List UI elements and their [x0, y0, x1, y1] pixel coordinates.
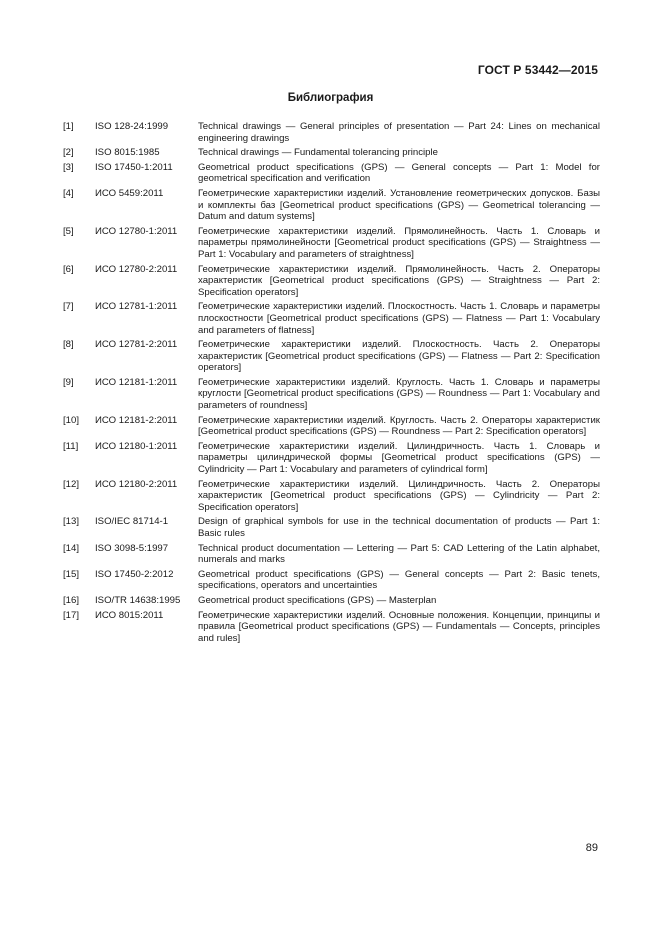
entry-title: Technical product documentation — Lettering — Part 5: CAD Lettering of the Latin alphabet, numerals and marks [198, 542, 600, 566]
entry-title: Геометрические характеристики изделий. Прямолинейность. Часть 2. Операторы характеристик [Geometrical product specifications (GPS) — Straightness — Part 2: Specification operators] [198, 263, 600, 298]
entry-title: Геометрические характеристики изделий. Цилиндричность. Часть 2. Операторы характеристик [Geometrical product specifications (GPS) — Cylindricity — Part 2: Specification operators] [198, 478, 600, 513]
entry-number: [15] [63, 568, 80, 580]
bibliography-entry [63, 415, 600, 438]
entry-reference: ISO 128-24:1999 [95, 121, 169, 132]
entry-title: Design of graphical symbols for use in the technical documentation of products — Part 1: Basic rules [198, 516, 600, 539]
entry-number: [17] [63, 609, 80, 621]
entry-number: [3] [63, 161, 74, 173]
entry-reference: ИСО 12181-2:2011 [95, 414, 178, 426]
bibliography-list [63, 121, 600, 647]
entry-reference: ИСО 12781-2:2011 [95, 339, 178, 351]
entry-title: Geometrical product specifications (GPS) — General concepts — Part 2: Basic tenets, specifications, operators and uncertainties [198, 568, 600, 592]
entry-number: [13] [63, 516, 80, 528]
bibliography-entry [63, 610, 600, 645]
entry-reference: ISO 17450-2:2012 [95, 568, 174, 580]
bibliography-entry [63, 569, 600, 592]
entry-number: [6] [63, 263, 74, 275]
entry-number: [16] [63, 594, 80, 606]
entry-reference: ИСО 5459:2011 [95, 187, 164, 199]
bibliography-entry [63, 121, 600, 144]
entry-reference: ISO/IEC 81714-1 [95, 516, 169, 528]
entry-title: Геометрические характеристики изделий. Круглость. Часть 1. Словарь и параметры круглости [Geometrical product specifications (GPS) — Roundness — Part 1: Vocabulary and parameters of roundness] [198, 376, 600, 412]
bibliography-entry [63, 377, 600, 412]
bibliography-entry [63, 226, 600, 261]
bibliography-entry [63, 188, 600, 223]
entry-title: Technical drawings — General principles of presentation — Part 24: Lines on mechanical engineering drawings [198, 121, 600, 144]
bibliography-entry [63, 162, 600, 185]
bibliography-entry [63, 441, 600, 476]
bibliography-entry [63, 301, 600, 336]
entry-title: Геометрические характеристики изделий. Круглость. Часть 2. Операторы характеристик [Geometrical product specifications (GPS) — Roundness — Part 2: Specification operators] [198, 414, 600, 438]
entry-reference: ИСО 12781-1:2011 [95, 301, 178, 313]
entry-title: Геометрические характеристики изделий. Установление геометрических допусков. Базы и комплекты баз [Geometrical product specifications (GPS) — Geometrical tolerancing — Datum and datum systems] [198, 187, 600, 223]
document-standard-number: ГОСТ Р 53442—2015 [477, 63, 598, 77]
entry-reference: ISO 17450-1:2011 [95, 161, 173, 173]
entry-title: Geometrical product specifications (GPS) — Masterplan [198, 594, 437, 606]
entry-reference: ИСО 8015:2011 [95, 609, 164, 621]
entry-number: [10] [63, 414, 80, 426]
entry-number: [11] [63, 440, 79, 452]
entry-number: [8] [63, 339, 74, 351]
entry-reference: ИСО 12180-1:2011 [95, 440, 178, 452]
page-title: Библиография [287, 92, 374, 104]
entry-number: [4] [63, 187, 74, 199]
entry-title: Геометрические характеристики изделий. Плоскостность. Часть 2. Операторы характеристик [Geometrical product specifications (GPS) — Flatness — Part 2: Specification operators] [198, 339, 600, 374]
bibliography-entry [63, 479, 600, 514]
entry-number: [14] [63, 542, 80, 554]
entry-reference: ИСО 12780-1:2011 [95, 225, 178, 237]
entry-title: Геометрические характеристики изделий. Плоскостность. Часть 1. Словарь и параметры плоскостности [Geometrical product specifications (GPS) — Flatness — Part 1: Vocabulary and parameters of flatness] [198, 301, 600, 336]
bibliography-entry [63, 264, 600, 299]
entry-number: [5] [63, 225, 74, 237]
bibliography-entry [63, 543, 600, 566]
entry-reference: ИСО 12180-2:2011 [95, 478, 178, 490]
entry-reference: ISO/TR 14638:1995 [95, 594, 181, 606]
entry-title: Technical drawings — Fundamental tolerancing principle [198, 147, 438, 159]
entry-title: Геометрические характеристики изделий. Цилиндричность. Часть 1. Словарь и параметры цилиндрической формы [Geometrical product specifications (GPS) — Cylindricity — Part 1: Vocabulary and parameters of cylindrical form] [198, 440, 600, 476]
entry-title: Geometrical product specifications (GPS) — General concepts — Part 1: Model for geometrical specification and verification [198, 161, 600, 185]
entry-number: [7] [63, 301, 74, 313]
entry-reference: ИСО 12181-1:2011 [95, 376, 178, 388]
entry-title: Геометрические характеристики изделий. Основные положения. Концепции, принципы и правила [Geometrical product specifications (GPS) — Fundamentals — Concepts, principles and rules] [198, 609, 600, 644]
page-number: 89 [585, 842, 598, 854]
bibliography-entry [63, 147, 600, 159]
entry-reference: ISO 8015:1985 [95, 147, 160, 159]
bibliography-entry [63, 595, 600, 607]
entry-reference: ИСО 12780-2:2011 [95, 263, 178, 275]
entry-number: [2] [63, 147, 74, 159]
entry-number: [9] [63, 376, 74, 388]
bibliography-entry [63, 339, 600, 374]
entry-title: Геометрические характеристики изделий. Прямолинейность. Часть 1. Словарь и параметры прямолинейности [Geometrical product specifications (GPS) — Straightness — Part 1: Vocabulary and parameters of straightness] [198, 225, 600, 260]
entry-number: [12] [63, 478, 80, 490]
bibliography-entry [63, 516, 600, 539]
entry-number: [1] [63, 121, 74, 132]
entry-reference: ISO 3098-5:1997 [95, 542, 169, 554]
